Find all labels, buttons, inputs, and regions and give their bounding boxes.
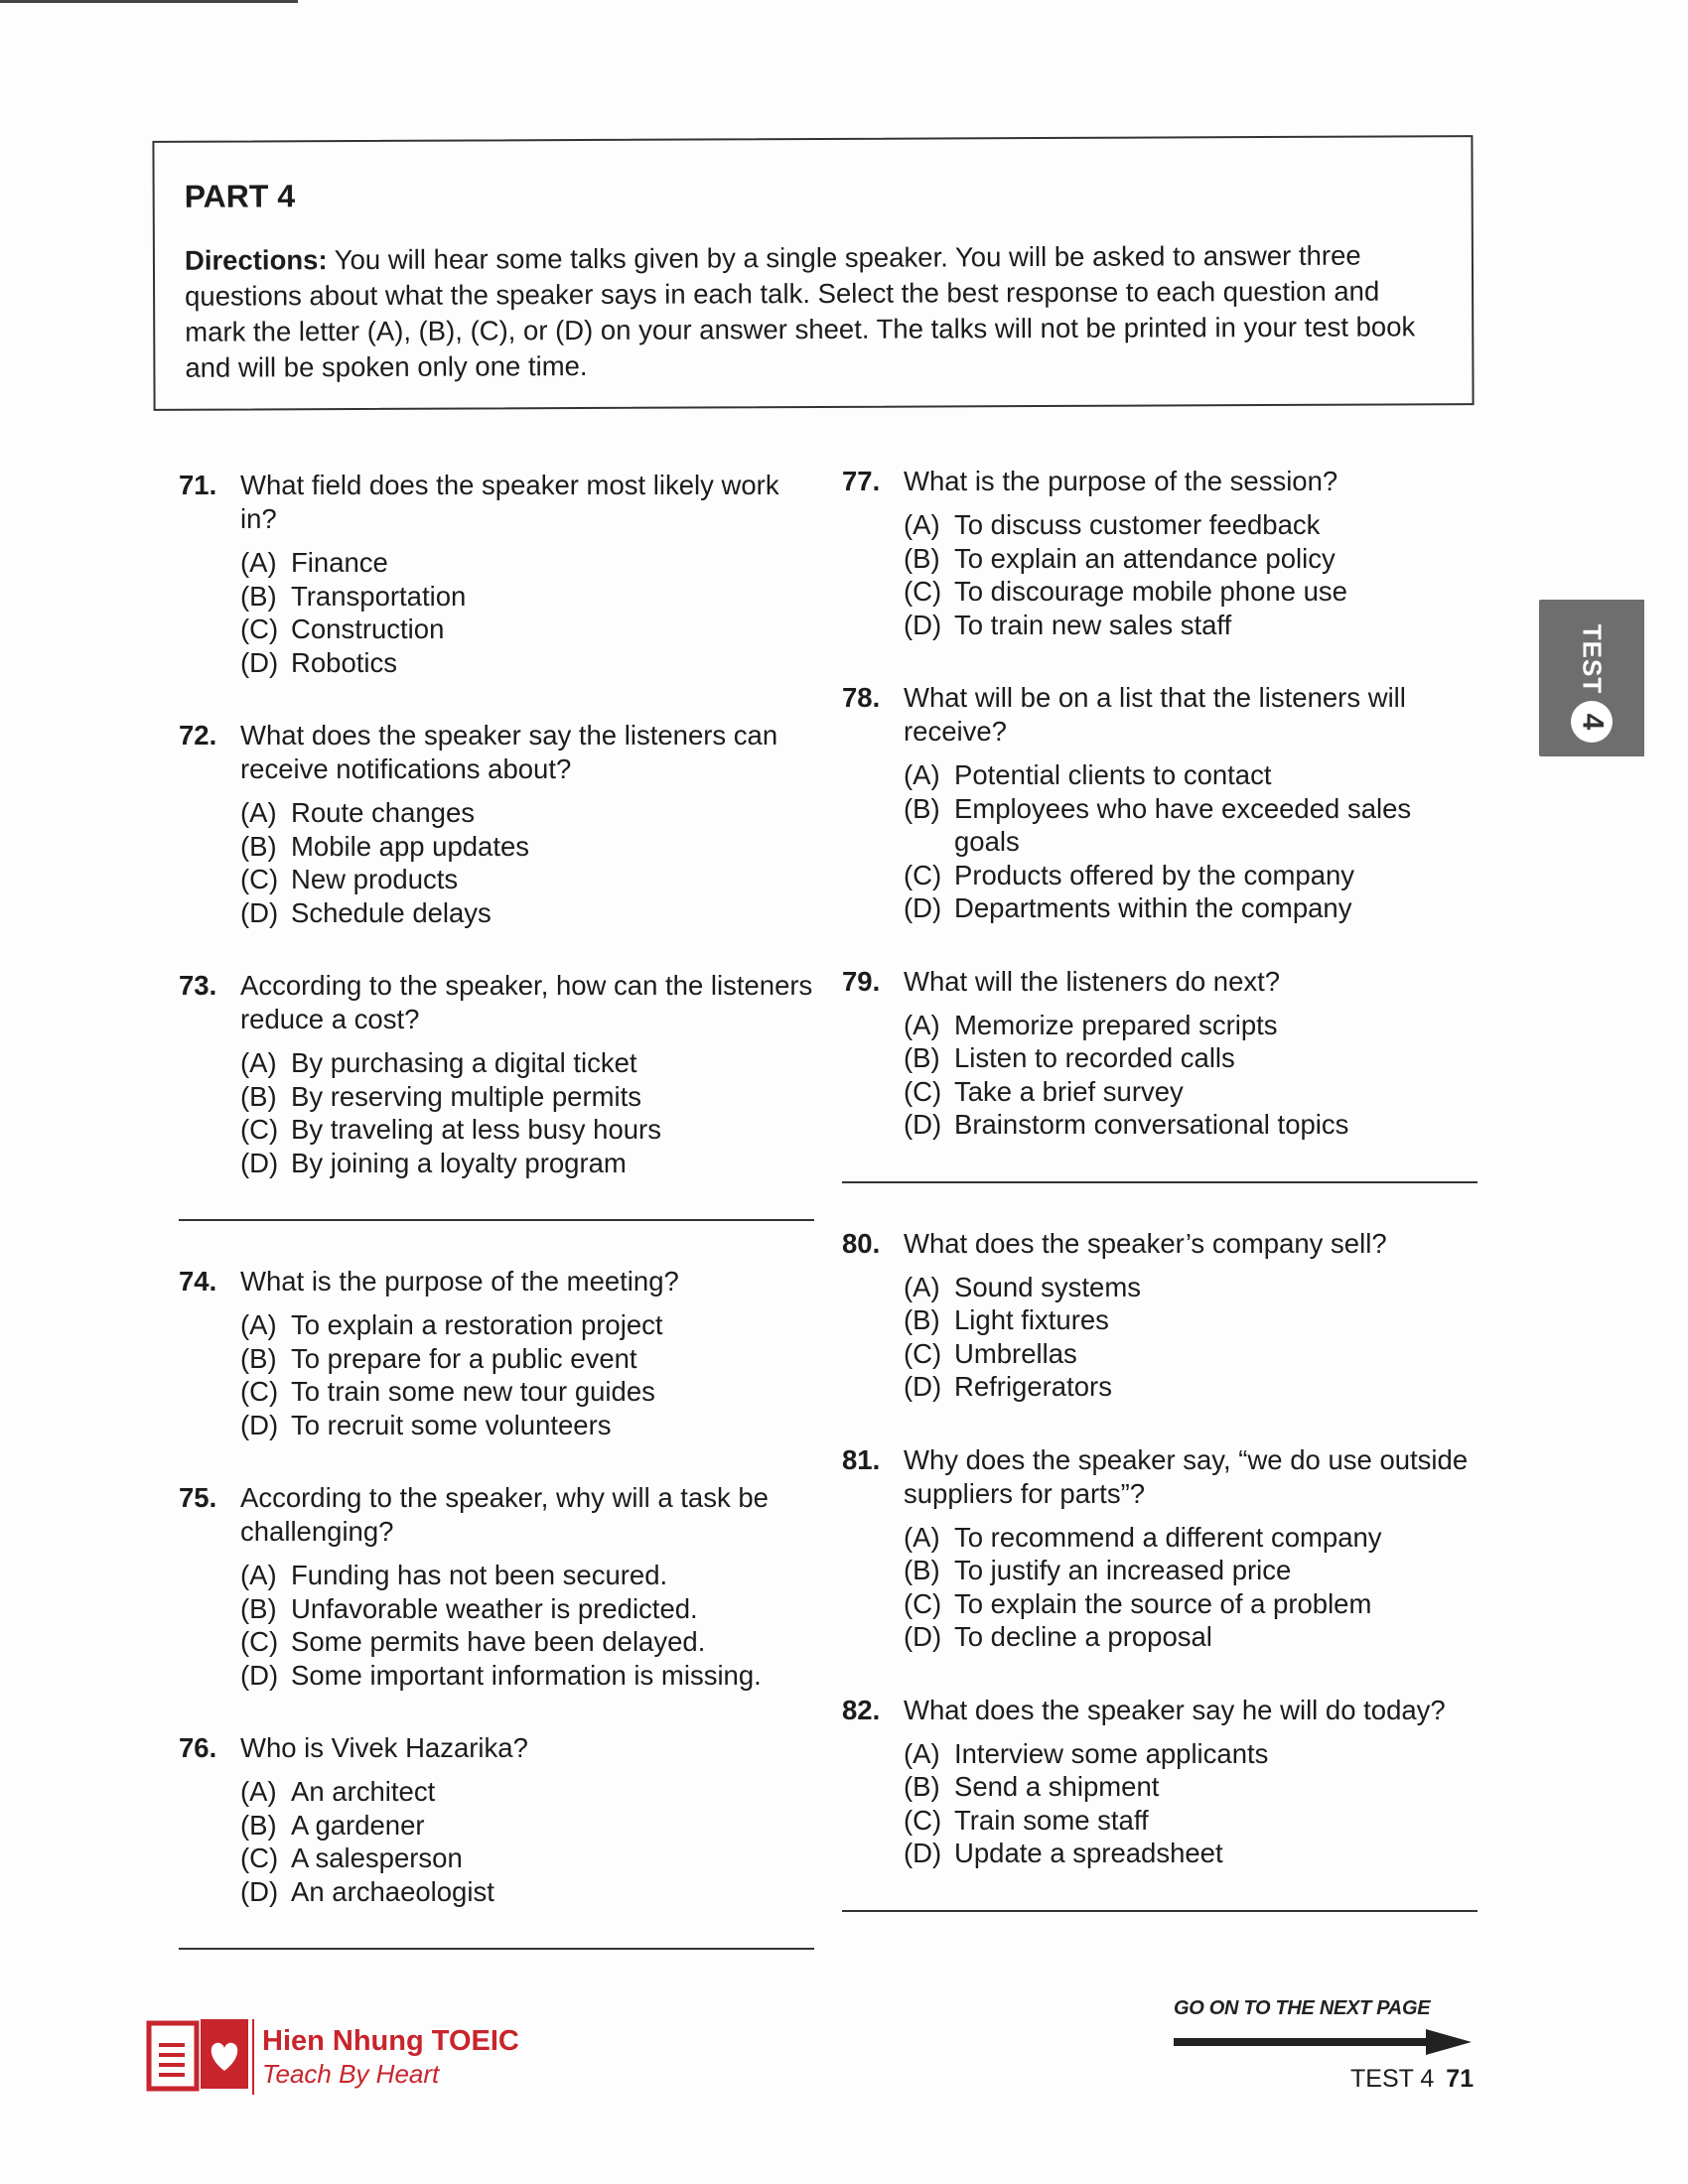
question-73 bbox=[179, 969, 814, 1179]
option-text: To train new sales staff bbox=[954, 609, 1232, 640]
option-letter: (A) bbox=[904, 1521, 940, 1553]
option-letter: (B) bbox=[904, 1771, 940, 1802]
answer-option bbox=[904, 859, 1477, 892]
option-letter: (D) bbox=[240, 1147, 279, 1178]
answer-option bbox=[904, 1770, 1477, 1804]
option-text: Memorize prepared scripts bbox=[954, 1009, 1278, 1040]
directions-label: Directions: bbox=[184, 244, 328, 276]
option-letter: (B) bbox=[240, 1342, 277, 1374]
option-text: Train some staff bbox=[954, 1804, 1149, 1836]
question-text: What will the listeners do next? bbox=[904, 965, 1281, 997]
option-letter: (D) bbox=[904, 1109, 942, 1140]
option-letter: (B) bbox=[240, 580, 277, 612]
option-text: Sound systems bbox=[954, 1271, 1142, 1302]
answer-option bbox=[904, 758, 1477, 792]
question-text: What does the speaker’s company sell? bbox=[904, 1227, 1387, 1259]
option-letter: (D) bbox=[904, 1838, 942, 1868]
answer-option bbox=[904, 1337, 1477, 1371]
option-text: Potential clients to contact bbox=[954, 759, 1272, 790]
option-text: To explain an attendance policy bbox=[954, 542, 1336, 574]
answer-option bbox=[904, 1370, 1477, 1404]
answer-option bbox=[904, 1041, 1477, 1075]
next-page-text: GO ON TO THE NEXT PAGE bbox=[1174, 1997, 1431, 2019]
option-text: Some important information is missing. bbox=[291, 1659, 762, 1691]
option-text: An archaeologist bbox=[291, 1875, 494, 1907]
option-text: Update a spreadsheet bbox=[954, 1838, 1223, 1868]
question-number: 77. bbox=[842, 466, 881, 496]
answer-option bbox=[904, 1737, 1477, 1771]
brand-tagline: Teach By Heart bbox=[262, 2059, 440, 2089]
question-text: Why does the speaker say, “we do use outside suppliers for parts”? bbox=[904, 1443, 1469, 1509]
option-text: Listen to recorded calls bbox=[954, 1042, 1235, 1073]
open-book-heart-icon bbox=[145, 2015, 254, 2095]
option-letter: (C) bbox=[904, 859, 942, 890]
question-number: 74. bbox=[179, 1266, 217, 1297]
option-letter: (D) bbox=[240, 646, 279, 678]
option-text: Departments within the company bbox=[954, 892, 1352, 923]
answer-option bbox=[904, 1521, 1477, 1555]
directions-box bbox=[152, 135, 1474, 411]
question-number: 82. bbox=[842, 1694, 881, 1725]
option-letter: (C) bbox=[240, 864, 279, 894]
option-letter: (A) bbox=[904, 1737, 940, 1769]
group-separator bbox=[842, 1910, 1477, 1912]
question-number: 76. bbox=[179, 1732, 217, 1763]
question-number: 73. bbox=[179, 970, 217, 1001]
option-letter: (A) bbox=[240, 547, 277, 578]
question-text: According to the speaker, how can the listeners reduce a cost? bbox=[240, 970, 813, 1034]
answer-option bbox=[240, 796, 814, 830]
side-tab-label: TEST bbox=[1577, 623, 1608, 695]
test-side-tab bbox=[1539, 600, 1644, 756]
answer-option bbox=[240, 830, 814, 864]
question-number: 71. bbox=[179, 470, 217, 500]
option-letter: (B) bbox=[904, 542, 940, 574]
answer-option bbox=[904, 1303, 1477, 1337]
option-letter: (D) bbox=[904, 892, 942, 923]
option-text: Interview some applicants bbox=[954, 1737, 1269, 1769]
answer-option bbox=[240, 1308, 814, 1342]
option-letter: (B) bbox=[904, 1304, 940, 1335]
option-text: A salesperson bbox=[291, 1843, 463, 1873]
option-letter: (C) bbox=[904, 576, 942, 607]
option-text: Funding has not been secured. bbox=[291, 1560, 668, 1590]
answer-option bbox=[240, 863, 814, 896]
question-76 bbox=[179, 1731, 814, 1908]
option-text: To recommend a different company bbox=[954, 1521, 1382, 1553]
question-number: 80. bbox=[842, 1227, 881, 1259]
option-text: By traveling at less busy hours bbox=[291, 1114, 661, 1145]
option-letter: (A) bbox=[240, 797, 277, 828]
question-74 bbox=[179, 1265, 814, 1441]
option-letter: (C) bbox=[240, 1626, 279, 1657]
option-letter: (B) bbox=[240, 1080, 277, 1112]
question-number: 72. bbox=[179, 720, 217, 751]
option-letter: (C) bbox=[904, 1587, 942, 1619]
option-letter: (A) bbox=[904, 759, 940, 790]
answer-option bbox=[240, 613, 814, 646]
option-text: Robotics bbox=[291, 646, 397, 678]
arrow-right-icon bbox=[1174, 2029, 1472, 2055]
side-tab-number: 4 bbox=[1576, 713, 1609, 731]
answer-option bbox=[904, 508, 1477, 542]
answer-option bbox=[240, 1625, 814, 1659]
option-letter: (A) bbox=[240, 1047, 277, 1078]
answer-option bbox=[904, 1587, 1477, 1621]
option-letter: (C) bbox=[904, 1075, 942, 1107]
directions-text bbox=[185, 237, 1443, 386]
option-letter: (D) bbox=[240, 1659, 279, 1691]
question-text: What will be on a list that the listeners will receive? bbox=[904, 682, 1406, 747]
question-79 bbox=[842, 965, 1477, 1142]
answer-option bbox=[240, 1113, 814, 1147]
side-tab-number-badge bbox=[1571, 701, 1613, 743]
part-title: PART 4 bbox=[184, 178, 296, 214]
option-text: Refrigerators bbox=[954, 1371, 1112, 1402]
option-text: To prepare for a public event bbox=[291, 1342, 637, 1374]
page-number-footer bbox=[1350, 2065, 1474, 2094]
answer-option bbox=[904, 1620, 1477, 1654]
answer-option bbox=[240, 1080, 814, 1114]
answer-option bbox=[240, 1842, 814, 1875]
question-text: According to the speaker, why will a task be challenging? bbox=[240, 1482, 769, 1547]
answer-option bbox=[904, 1009, 1477, 1042]
answer-option bbox=[240, 546, 814, 580]
option-text: Mobile app updates bbox=[291, 830, 530, 862]
option-letter: (B) bbox=[240, 1809, 277, 1841]
option-text: An architect bbox=[291, 1776, 436, 1807]
option-text: To explain a restoration project bbox=[291, 1309, 663, 1340]
brand-logo bbox=[145, 2015, 562, 2095]
question-71 bbox=[179, 469, 814, 679]
option-text: Unfavorable weather is predicted. bbox=[291, 1592, 698, 1624]
option-text: Construction bbox=[291, 614, 445, 644]
option-letter: (B) bbox=[904, 1555, 940, 1585]
answer-option bbox=[904, 891, 1477, 925]
option-text: Take a brief survey bbox=[954, 1075, 1184, 1107]
option-letter: (D) bbox=[240, 1875, 279, 1907]
questions-left-column bbox=[179, 469, 814, 1993]
answer-option bbox=[904, 1554, 1477, 1587]
group-separator bbox=[179, 1219, 814, 1221]
option-text: Umbrellas bbox=[954, 1337, 1077, 1369]
option-letter: (B) bbox=[240, 830, 277, 862]
option-text: Brainstorm conversational topics bbox=[954, 1109, 1349, 1140]
group-separator bbox=[179, 1948, 814, 1950]
answer-option bbox=[240, 1659, 814, 1693]
question-text: What does the speaker say the listeners can receive notifications about? bbox=[240, 720, 778, 784]
option-text: To discourage mobile phone use bbox=[954, 576, 1347, 607]
question-number: 78. bbox=[842, 682, 881, 713]
answer-option bbox=[240, 1559, 814, 1592]
brand-name: Hien Nhung TOEIC bbox=[262, 2025, 519, 2057]
answer-option bbox=[240, 1147, 814, 1180]
answer-option bbox=[904, 575, 1477, 609]
option-text: Transportation bbox=[291, 580, 467, 612]
question-text: Who is Vivek Hazarika? bbox=[240, 1732, 528, 1763]
question-75 bbox=[179, 1481, 814, 1692]
option-letter: (A) bbox=[240, 1309, 277, 1340]
question-number: 79. bbox=[842, 965, 881, 997]
questions-right-column bbox=[842, 465, 1477, 1956]
option-letter: (A) bbox=[904, 1009, 940, 1040]
question-number: 75. bbox=[179, 1482, 217, 1513]
question-text: What field does the speaker most likely work in? bbox=[240, 470, 779, 534]
answer-option bbox=[904, 542, 1477, 576]
option-text: Send a shipment bbox=[954, 1771, 1160, 1802]
option-text: To recruit some volunteers bbox=[291, 1409, 612, 1440]
option-letter: (D) bbox=[904, 609, 942, 640]
answer-option bbox=[904, 609, 1477, 642]
option-text: To decline a proposal bbox=[954, 1621, 1212, 1652]
option-text: Light fixtures bbox=[954, 1304, 1109, 1335]
answer-option bbox=[240, 896, 814, 930]
option-text: To discuss customer feedback bbox=[954, 509, 1321, 540]
option-letter: (B) bbox=[240, 1592, 277, 1624]
top-rule bbox=[0, 0, 298, 3]
test-label: TEST 4 bbox=[1350, 2065, 1435, 2093]
question-81 bbox=[842, 1443, 1477, 1654]
question-78 bbox=[842, 681, 1477, 925]
answer-option bbox=[240, 1046, 814, 1080]
answer-option bbox=[904, 1108, 1477, 1142]
option-text: Schedule delays bbox=[291, 896, 492, 928]
next-page-indicator bbox=[1174, 1997, 1472, 2057]
option-text: To justify an increased price bbox=[954, 1555, 1292, 1585]
answer-option bbox=[240, 1342, 814, 1376]
option-text: By joining a loyalty program bbox=[291, 1147, 627, 1178]
option-letter: (A) bbox=[240, 1560, 277, 1590]
option-letter: (C) bbox=[240, 1843, 279, 1873]
option-text: To train some new tour guides bbox=[291, 1376, 655, 1407]
option-letter: (B) bbox=[904, 1042, 940, 1073]
answer-option bbox=[240, 1375, 814, 1409]
option-letter: (A) bbox=[904, 1271, 940, 1302]
option-text: Finance bbox=[291, 547, 388, 578]
group-separator bbox=[842, 1181, 1477, 1183]
answer-option bbox=[240, 1592, 814, 1626]
answer-option bbox=[240, 580, 814, 614]
answer-option bbox=[904, 1837, 1477, 1870]
option-text: Products offered by the company bbox=[954, 859, 1355, 890]
option-letter: (B) bbox=[904, 792, 940, 824]
option-letter: (A) bbox=[240, 1776, 277, 1807]
answer-option bbox=[904, 1804, 1477, 1838]
question-82 bbox=[842, 1694, 1477, 1870]
option-text: Employees who have exceeded sales goals bbox=[954, 792, 1412, 857]
answer-option bbox=[240, 1775, 814, 1809]
directions-body: You will hear some talks given by a single speaker. You will be asked to answer three questions about what the speaker says in each talk. Select the best response to each question and mark the letter (A), (B), (C), or (D) on your answer sheet. The talks will not be printed in your test book and will be spoken only one time. bbox=[185, 239, 1416, 383]
option-letter: (C) bbox=[904, 1337, 942, 1369]
answer-option bbox=[240, 646, 814, 680]
option-letter: (D) bbox=[240, 1409, 279, 1440]
question-80 bbox=[842, 1227, 1477, 1404]
answer-option bbox=[240, 1809, 814, 1843]
question-72 bbox=[179, 719, 814, 929]
option-text: To explain the source of a problem bbox=[954, 1587, 1372, 1619]
option-letter: (C) bbox=[240, 1114, 279, 1145]
option-letter: (D) bbox=[904, 1621, 942, 1652]
option-text: By reserving multiple permits bbox=[291, 1080, 642, 1112]
question-77 bbox=[842, 465, 1477, 641]
option-letter: (D) bbox=[240, 896, 279, 928]
logo-divider bbox=[252, 2019, 254, 2095]
question-text: What is the purpose of the meeting? bbox=[240, 1266, 679, 1297]
option-letter: (C) bbox=[904, 1804, 942, 1836]
option-text: Some permits have been delayed. bbox=[291, 1626, 706, 1657]
option-text: New products bbox=[291, 864, 459, 894]
option-text: By purchasing a digital ticket bbox=[291, 1047, 637, 1078]
option-letter: (C) bbox=[240, 614, 279, 644]
answer-option bbox=[904, 1075, 1477, 1109]
option-letter: (C) bbox=[240, 1376, 279, 1407]
answer-option bbox=[904, 1271, 1477, 1304]
option-letter: (D) bbox=[904, 1371, 942, 1402]
question-text: What is the purpose of the session? bbox=[904, 466, 1338, 496]
answer-option bbox=[240, 1409, 814, 1442]
option-text: Route changes bbox=[291, 797, 475, 828]
question-number: 81. bbox=[842, 1443, 881, 1475]
option-text: A gardener bbox=[291, 1809, 425, 1841]
question-text: What does the speaker say he will do today? bbox=[904, 1694, 1446, 1725]
answer-option bbox=[904, 792, 1477, 859]
page-number: 71 bbox=[1446, 2065, 1475, 2093]
answer-option bbox=[240, 1875, 814, 1909]
option-letter: (A) bbox=[904, 509, 940, 540]
